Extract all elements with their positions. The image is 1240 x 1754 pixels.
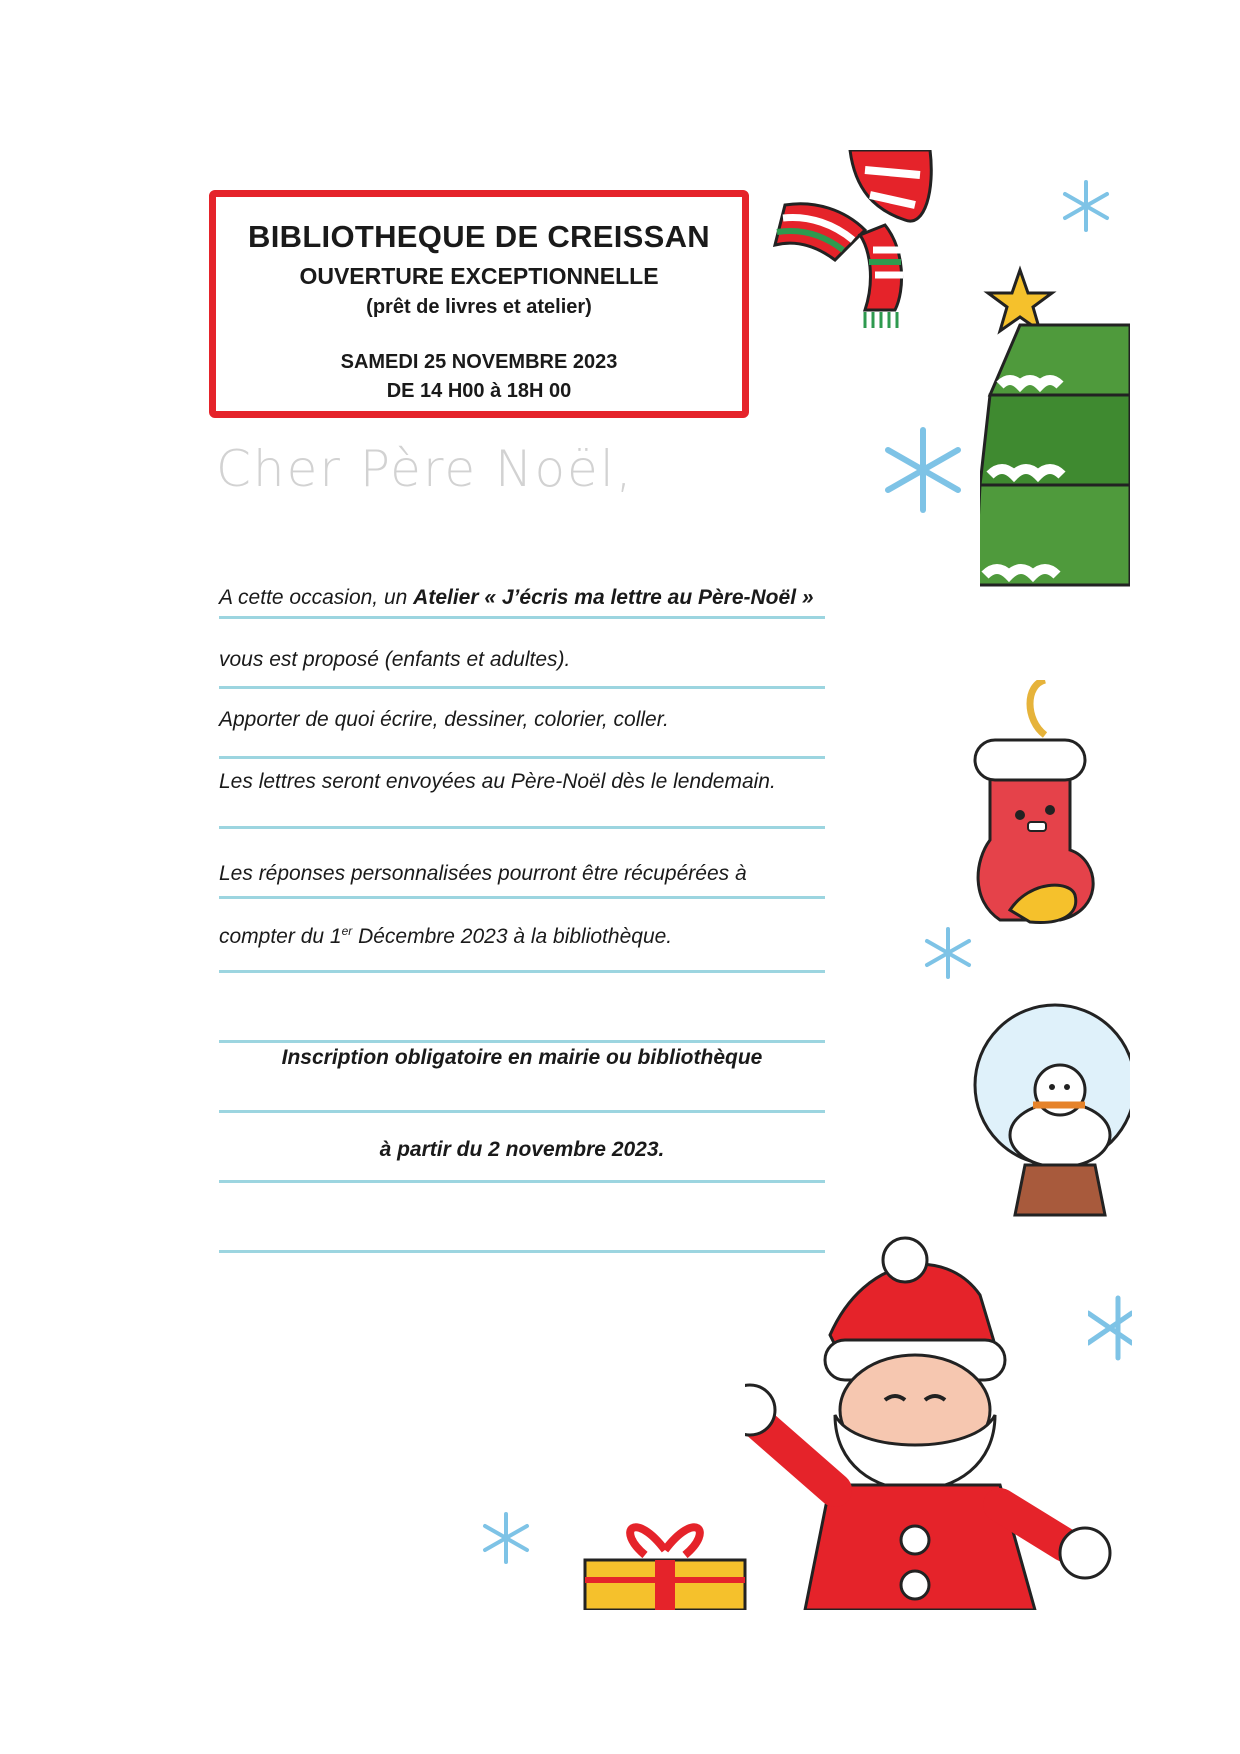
letter-line-2: vous est proposé (enfants et adultes).	[219, 648, 571, 671]
registration-text: Inscription obligatoire en mairie ou bibliothèque	[281, 1046, 763, 1069]
library-title: BIBLIOTHEQUE DE CREISSAN	[248, 219, 710, 254]
writing-rule	[219, 1040, 825, 1043]
opening-note: (prêt de livres et atelier)	[366, 296, 592, 318]
line-1-text: A cette occasion, un	[219, 586, 414, 609]
opening-subtitle: OUVERTURE EXCEPTIONNELLE	[299, 263, 659, 289]
letter-line-5: Les réponses personnalisées pourront être récupérées à	[219, 862, 747, 885]
letter-line-1	[219, 586, 814, 610]
stocking-icon	[950, 680, 1130, 940]
event-date: SAMEDI 25 NOVEMBRE 2023	[340, 351, 618, 373]
writing-rule	[219, 686, 825, 689]
writing-rule	[219, 1110, 825, 1113]
writing-rule	[219, 970, 825, 973]
writing-rule	[219, 1250, 825, 1253]
snowflake-icon	[478, 1510, 534, 1566]
snowflake-icon	[878, 425, 968, 515]
snowflake-icon	[920, 925, 976, 981]
letter-line-6	[219, 924, 672, 949]
writing-rule	[219, 756, 825, 759]
line-6-prefix: compter du 1	[219, 925, 342, 948]
letter-greeting: Cher Père Noël,	[216, 440, 634, 498]
letter-line-4: Les lettres seront envoyées au Père-Noël dès le lendemain.	[219, 770, 776, 793]
line-6-ordinal: er	[341, 924, 353, 938]
line-6-suffix: Décembre 2023 à la bibliothèque.	[352, 925, 673, 948]
writing-rule	[219, 616, 825, 619]
header-box	[209, 190, 749, 418]
santa-icon	[745, 1235, 1130, 1610]
workshop-name: Atelier « J’écris ma lettre au Père-Noël »	[413, 586, 814, 609]
writing-rule	[219, 1180, 825, 1183]
letter-line-3: Apporter de quoi écrire, dessiner, colorier, coller.	[219, 708, 669, 731]
gift-icon	[575, 1510, 755, 1610]
christmas-tree-icon	[980, 265, 1130, 645]
writing-rule	[219, 826, 825, 829]
writing-rule	[219, 896, 825, 899]
registration-date: à partir du 2 novembre 2023.	[379, 1138, 665, 1161]
event-time: DE 14 H00 à 18H 00	[386, 380, 572, 402]
snowflake-icon	[1058, 178, 1114, 234]
scarf-icon	[755, 150, 985, 330]
snow-globe-icon	[955, 995, 1130, 1220]
